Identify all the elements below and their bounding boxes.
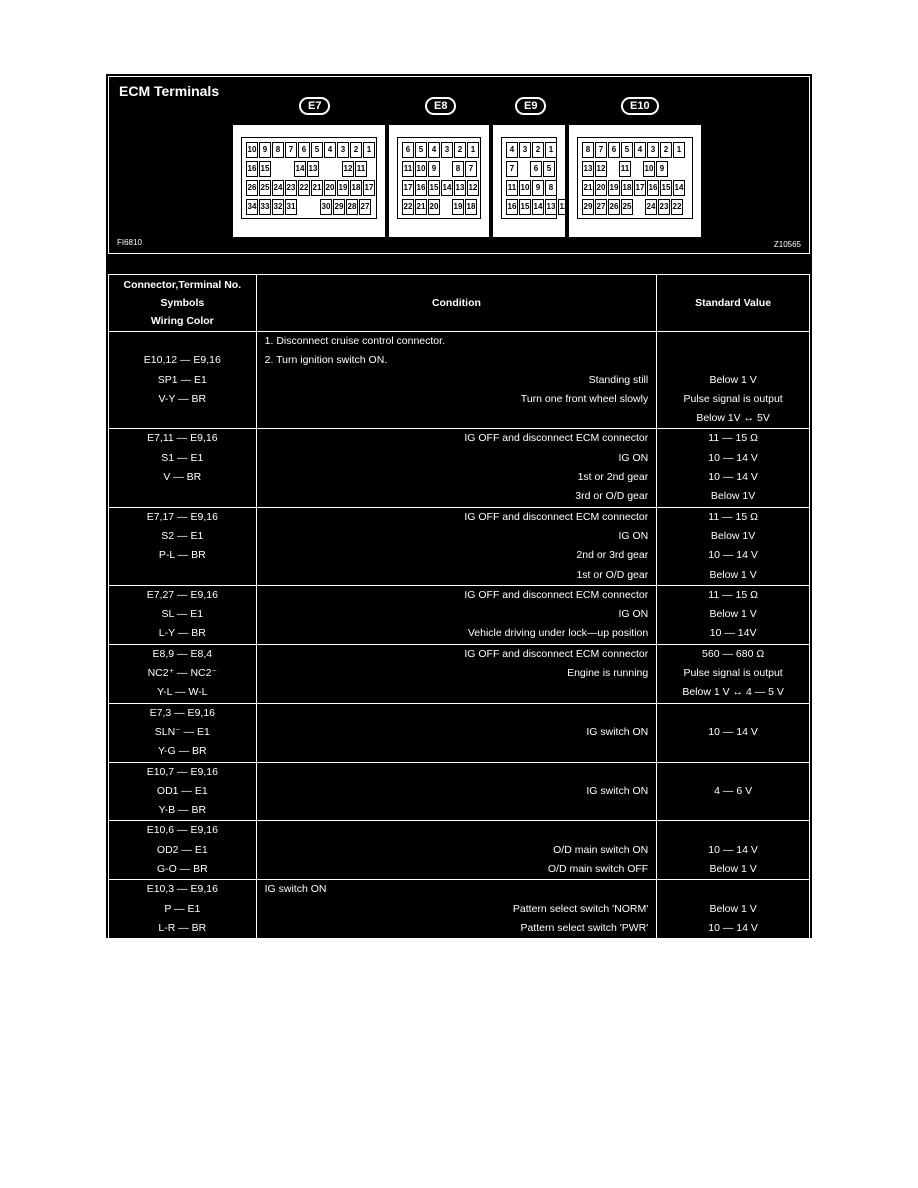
terminal-pin: 5 [621, 142, 633, 158]
figure-code-right: Z10565 [773, 240, 801, 249]
terminal-pin: 20 [324, 180, 336, 196]
condition-cell [256, 762, 657, 821]
pin-row [246, 161, 367, 177]
terminal-cell [109, 332, 257, 429]
condition-line [257, 742, 657, 761]
standard-value-cell [657, 880, 810, 939]
header-standard-value: Standard Value [657, 275, 810, 332]
standard-value-line: Below 1 V [709, 863, 757, 876]
ecm-terminal-diagram [108, 76, 810, 254]
terminal-pin: 6 [402, 142, 414, 158]
terminal-pin: 17 [634, 180, 646, 196]
terminal-pin [331, 161, 341, 175]
condition-cell [256, 585, 657, 644]
terminal-pin: 3 [441, 142, 453, 158]
terminal-line: P-L — BR [158, 549, 206, 562]
terminal-cell [109, 507, 257, 585]
standard-value-line: 10 — 14 V [708, 921, 758, 934]
condition-line: IG ON [618, 608, 649, 621]
condition-line: O/D main switch OFF [547, 863, 649, 876]
terminal-pin: 28 [346, 199, 358, 215]
condition-cell [256, 880, 657, 939]
terminal-pin: 18 [350, 180, 362, 196]
terminal-cell [109, 703, 257, 762]
terminal-pin: 1 [363, 142, 375, 158]
terminal-pin: 22 [402, 199, 414, 215]
standard-value-line: Below 1V [710, 529, 756, 542]
terminal-pin: 9 [428, 161, 440, 177]
condition-cell [256, 644, 657, 703]
terminal-pin: 17 [402, 180, 414, 196]
connector-label: E10 [621, 97, 659, 115]
terminal-pin [272, 161, 282, 175]
terminal-line: E10,7 — E9,16 [146, 765, 218, 778]
standard-value-line [657, 704, 809, 723]
condition-line [257, 683, 657, 702]
standard-value-line: Below 1 V [709, 608, 757, 621]
terminal-line [109, 409, 256, 428]
terminal-pin: 12 [595, 161, 607, 177]
terminal-pin: 29 [333, 199, 345, 215]
table-row [109, 821, 810, 880]
pin-row [582, 142, 685, 158]
table-row [109, 332, 810, 429]
standard-value-line: 10 — 14 V [708, 843, 758, 856]
table-row [109, 507, 810, 585]
terminal-pin [309, 199, 319, 213]
terminal-pin: 22 [671, 199, 683, 215]
condition-line: Pattern select switch 'NORM' [512, 902, 649, 915]
terminal-pin: 4 [634, 142, 646, 158]
standard-value-line: 11 — 15 Ω [708, 510, 758, 523]
condition-line: IG switch ON [264, 883, 327, 896]
terminal-line: V — BR [163, 471, 202, 484]
terminal-pin: 9 [656, 161, 668, 177]
standard-value-line: Below 1 V ↔ 4 — 5 V [682, 686, 784, 699]
terminal-pin: 32 [272, 199, 284, 215]
terminal-pin: 13 [454, 180, 466, 196]
terminal-line: L-R — BR [158, 921, 207, 934]
terminal-line: SL — E1 [161, 608, 204, 621]
condition-line: O/D main switch ON [553, 843, 649, 856]
standard-value-line: 10 — 14 V [708, 471, 758, 484]
terminal-line: OD2 — E1 [156, 843, 208, 856]
condition-line: IG ON [618, 529, 649, 542]
condition-line [257, 763, 657, 782]
terminal-pin: 25 [621, 199, 633, 215]
terminal-pin: 33 [259, 199, 271, 215]
condition-cell [256, 507, 657, 585]
condition-line: 3rd or O/D gear [575, 490, 649, 503]
terminal-pin: 15 [660, 180, 672, 196]
terminal-pin: 2 [532, 142, 544, 158]
header-terminal [109, 275, 257, 332]
terminal-pin: 12 [342, 161, 354, 177]
terminal-pin: 3 [519, 142, 531, 158]
terminal-pin: 23 [658, 199, 670, 215]
terminal-pin: 10 [415, 161, 427, 177]
terminal-pin: 14 [532, 199, 544, 215]
standard-value-line: 10 — 14V [709, 627, 757, 640]
connector-face [397, 137, 481, 219]
condition-line: 2. Turn ignition switch ON. [264, 354, 388, 367]
terminal-pin: 4 [428, 142, 440, 158]
terminal-pin: 5 [311, 142, 323, 158]
condition-line: 1. Disconnect cruise control connector. [264, 335, 445, 347]
table-row [109, 429, 810, 507]
pin-row [582, 199, 683, 215]
terminal-pin: 8 [582, 142, 594, 158]
terminal-pin: 14 [673, 180, 685, 196]
terminal-pin: 14 [294, 161, 306, 177]
pin-row [582, 180, 685, 196]
pin-row [506, 199, 570, 215]
standard-value-line: 11 — 15 Ω [708, 588, 758, 601]
terminal-cell [109, 429, 257, 507]
condition-cell [256, 429, 657, 507]
terminal-pin: 7 [285, 142, 297, 158]
standard-value-line: Below 1V [710, 490, 756, 503]
header-terminal-line: Wiring Color [150, 315, 214, 327]
terminal-pin: 26 [246, 180, 258, 196]
terminal-pin: 6 [608, 142, 620, 158]
standard-value-line [657, 763, 809, 782]
terminal-line: Y-L — W-L [157, 686, 208, 699]
table-row [109, 762, 810, 821]
terminal-line: SLN⁻ — E1 [154, 725, 210, 738]
terminal-line: S2 — E1 [161, 529, 204, 542]
terminal-pin: 30 [320, 199, 332, 215]
terminal-line: Y-B — BR [158, 804, 207, 817]
terminal-cell [109, 880, 257, 939]
terminal-pin: 22 [298, 180, 310, 196]
connector-housing [569, 125, 701, 237]
header-condition: Condition [256, 275, 657, 332]
pin-row [246, 142, 375, 158]
condition-line: 1st or 2nd gear [577, 471, 649, 484]
diagram-title: ECM Terminals [119, 83, 220, 99]
connector-label: E7 [299, 97, 330, 115]
condition-line: IG OFF and disconnect ECM connector [464, 588, 649, 601]
connector-face [241, 137, 377, 219]
terminal-pin: 19 [337, 180, 349, 196]
terminal-pin: 6 [298, 142, 310, 158]
terminal-pin: 11 [355, 161, 367, 177]
terminal-pin: 10 [246, 142, 258, 158]
terminal-pin: 21 [415, 199, 427, 215]
standard-value-cell [657, 507, 810, 585]
terminal-pin: 14 [441, 180, 453, 196]
terminal-pin: 34 [246, 199, 258, 215]
pin-row [402, 142, 479, 158]
condition-line: IG OFF and disconnect ECM connector [464, 432, 649, 445]
pin-row [582, 161, 668, 177]
connector-housing [389, 125, 489, 237]
terminal-pin: 24 [272, 180, 284, 196]
terminal-line: E7,17 — E9,16 [146, 510, 218, 523]
terminal-pin: 10 [643, 161, 655, 177]
terminal-pin: 15 [428, 180, 440, 196]
terminal-pin: 13 [307, 161, 319, 177]
terminal-pin: 10 [519, 180, 531, 196]
terminal-pin: 25 [259, 180, 271, 196]
terminal-pin: 13 [545, 199, 557, 215]
table-row [109, 703, 810, 762]
connector-face [577, 137, 693, 219]
condition-line: IG OFF and disconnect ECM connector [464, 510, 649, 523]
standard-value-cell [657, 644, 810, 703]
table-row [109, 585, 810, 644]
terminal-pin: 26 [608, 199, 620, 215]
terminal-pin: 4 [324, 142, 336, 158]
terminal-pin [441, 161, 451, 175]
terminal-line: E10,6 — E9,16 [146, 824, 218, 837]
condition-line [257, 801, 657, 820]
terminal-table [108, 274, 810, 939]
standard-value-cell [657, 821, 810, 880]
terminal-pin: 12 [558, 199, 570, 215]
condition-cell [256, 821, 657, 880]
standard-value-line: Pulse signal is output [683, 392, 783, 405]
header-terminal-line: Symbols [160, 297, 205, 309]
condition-line: 1st or O/D gear [576, 568, 649, 581]
terminal-pin: 19 [608, 180, 620, 196]
terminal-line: S1 — E1 [161, 451, 204, 464]
terminal-pin: 2 [454, 142, 466, 158]
standard-value-line: 560 — 680 Ω [702, 647, 765, 660]
terminal-pin: 9 [259, 142, 271, 158]
terminal-pin: 5 [543, 161, 555, 177]
condition-line: Turn one front wheel slowly [520, 392, 649, 405]
standard-value-line: Pulse signal is output [683, 667, 783, 680]
table-row [109, 880, 810, 939]
connector-face [501, 137, 569, 219]
terminal-pin: 16 [246, 161, 258, 177]
terminal-pin: 29 [582, 199, 594, 215]
standard-value-line: 11 — 15 Ω [708, 432, 758, 445]
terminal-pin: 1 [673, 142, 685, 158]
standard-value-cell [657, 762, 810, 821]
terminal-pin: 16 [506, 199, 518, 215]
standard-value-line: Below 1V ↔ 5V [696, 412, 770, 425]
terminal-pin: 19 [452, 199, 464, 215]
figure-code-left: FI6810 [117, 238, 142, 247]
terminal-pin: 7 [465, 161, 477, 177]
terminal-cell [109, 762, 257, 821]
terminal-cell [109, 585, 257, 644]
condition-cell [256, 332, 657, 429]
terminal-pin [632, 161, 642, 175]
terminal-pin: 24 [645, 199, 657, 215]
table-body [109, 332, 810, 939]
terminal-pin: 8 [452, 161, 464, 177]
terminal-line: V-Y — BR [158, 392, 207, 405]
standard-value-cell [657, 585, 810, 644]
standard-value-line: 4 — 6 V [714, 784, 753, 797]
header-terminal-line: Connector,Terminal No. [123, 279, 242, 291]
condition-line [257, 409, 657, 428]
terminal-pin: 3 [647, 142, 659, 158]
condition-line: IG switch ON [586, 784, 649, 797]
condition-cell [256, 703, 657, 762]
standard-value-cell [657, 703, 810, 762]
standard-value-cell [657, 332, 810, 429]
terminal-line: E8,9 — E8,4 [152, 647, 213, 660]
terminal-pin: 2 [350, 142, 362, 158]
condition-line: IG OFF and disconnect ECM connector [464, 647, 649, 660]
ecm-terminal-sheet [106, 74, 812, 938]
standard-value-line [657, 880, 809, 899]
terminal-table-wrapper [108, 274, 810, 934]
terminal-pin [320, 161, 330, 175]
terminal-pin: 21 [311, 180, 323, 196]
terminal-pin [608, 161, 618, 175]
terminal-line: Y-G — BR [158, 745, 207, 758]
standard-value-line: 10 — 14 V [708, 725, 758, 738]
terminal-pin: 8 [545, 180, 557, 196]
pin-row [246, 199, 371, 215]
terminal-pin: 21 [582, 180, 594, 196]
terminal-line: E7,27 — E9,16 [146, 588, 218, 601]
terminal-pin: 8 [272, 142, 284, 158]
terminal-cell [109, 821, 257, 880]
terminal-line: E7,3 — E9,16 [149, 706, 215, 719]
pin-row [506, 142, 557, 158]
standard-value-line: Below 1 V [709, 902, 757, 915]
terminal-pin: 13 [582, 161, 594, 177]
terminal-pin: 4 [506, 142, 518, 158]
terminal-line: OD1 — E1 [156, 784, 208, 797]
terminal-pin: 2 [660, 142, 672, 158]
terminal-line: P — E1 [164, 902, 201, 915]
terminal-cell [109, 644, 257, 703]
terminal-pin: 31 [285, 199, 297, 215]
connector-housing [493, 125, 569, 237]
condition-line: Engine is running [567, 667, 649, 680]
terminal-pin: 5 [415, 142, 427, 158]
terminal-line: NC2⁺ — NC2⁻ [147, 667, 218, 680]
condition-line: Vehicle driving under lock—up position [467, 627, 649, 640]
terminal-pin: 12 [467, 180, 479, 196]
terminal-pin [519, 161, 529, 175]
condition-line: IG ON [618, 451, 649, 464]
pin-row [506, 161, 555, 177]
pin-row [402, 180, 479, 196]
terminal-pin: 27 [359, 199, 371, 215]
condition-line: Pattern select switch 'PWR' [520, 921, 649, 934]
terminal-pin: 15 [259, 161, 271, 177]
standard-value-cell [657, 429, 810, 507]
condition-line [257, 821, 657, 840]
table-header-row [109, 275, 810, 332]
connector-label: E9 [515, 97, 546, 115]
terminal-line [109, 332, 256, 351]
pin-row [402, 199, 477, 215]
terminal-line: SP1 — E1 [157, 373, 207, 386]
condition-line [257, 704, 657, 723]
condition-line: Standing still [588, 373, 649, 386]
table-row [109, 644, 810, 703]
terminal-pin: 11 [619, 161, 631, 177]
terminal-line: E10,3 — E9,16 [146, 883, 218, 896]
terminal-pin: 27 [595, 199, 607, 215]
terminal-pin [298, 199, 308, 213]
standard-value-line: Below 1 V [709, 568, 757, 581]
connector-housing [233, 125, 385, 237]
terminal-pin: 17 [363, 180, 375, 196]
terminal-pin [441, 199, 451, 213]
condition-line: IG switch ON [586, 725, 649, 738]
terminal-pin [283, 161, 293, 175]
terminal-line: E7,11 — E9,16 [147, 432, 218, 445]
terminal-line: L-Y — BR [158, 627, 206, 640]
standard-value-line [657, 332, 809, 351]
standard-value-line: Below 1 V [709, 373, 757, 386]
standard-value-line: 10 — 14 V [708, 549, 758, 562]
terminal-pin [634, 199, 644, 213]
terminal-line: E10,12 — E9,16 [143, 354, 221, 367]
terminal-pin: 20 [595, 180, 607, 196]
terminal-pin: 18 [621, 180, 633, 196]
standard-value-line: 10 — 14 V [708, 451, 758, 464]
terminal-pin: 16 [647, 180, 659, 196]
pin-row [246, 180, 375, 196]
terminal-pin: 18 [465, 199, 477, 215]
terminal-line [109, 566, 256, 585]
terminal-pin: 3 [337, 142, 349, 158]
terminal-pin: 7 [506, 161, 518, 177]
terminal-pin: 7 [595, 142, 607, 158]
standard-value-line [657, 821, 809, 840]
standard-value-line [657, 351, 809, 370]
pin-row [402, 161, 477, 177]
terminal-line: G-O — BR [156, 863, 208, 876]
pin-row [506, 180, 557, 196]
terminal-pin: 15 [519, 199, 531, 215]
standard-value-line [657, 742, 809, 761]
terminal-pin: 6 [530, 161, 542, 177]
terminal-pin: 1 [545, 142, 557, 158]
terminal-pin: 20 [428, 199, 440, 215]
terminal-pin: 1 [467, 142, 479, 158]
terminal-line [109, 487, 256, 506]
terminal-pin: 11 [402, 161, 414, 177]
terminal-pin: 11 [506, 180, 518, 196]
condition-line: 2nd or 3rd gear [576, 549, 649, 562]
standard-value-line [657, 801, 809, 820]
terminal-pin: 23 [285, 180, 297, 196]
terminal-pin: 9 [532, 180, 544, 196]
terminal-pin: 16 [415, 180, 427, 196]
connector-label: E8 [425, 97, 456, 115]
